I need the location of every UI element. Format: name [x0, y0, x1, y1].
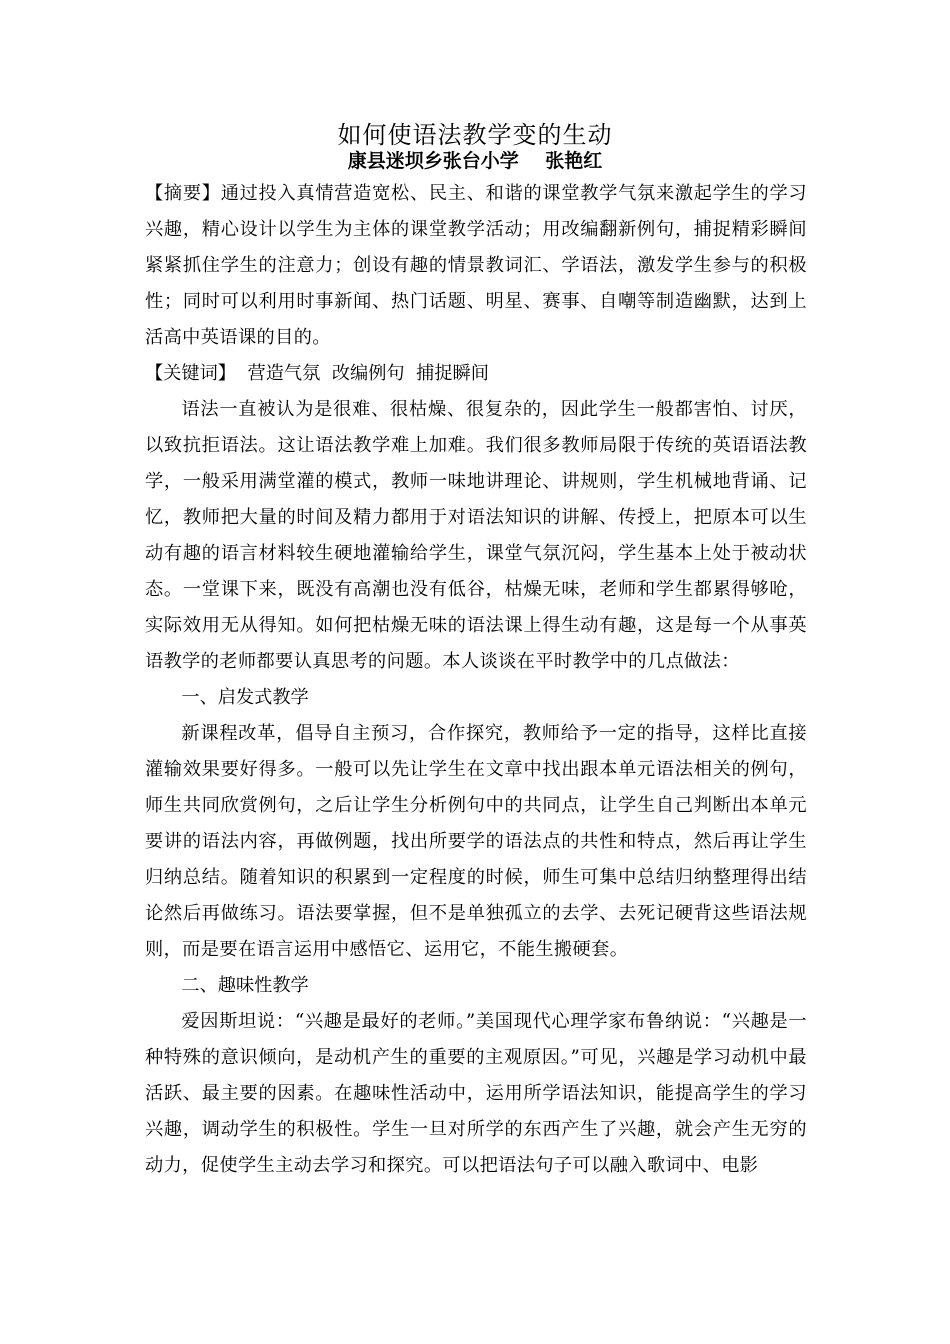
abstract-label: 【摘要】: [145, 183, 221, 204]
keywords-label: 【关键词】: [145, 363, 236, 384]
abstract-text: 通过投入真情营造宽松、民主、和谐的课堂教学气氛来激起学生的学习兴趣，精心设计以学生为主体的课堂教学活动；用改编翻新例句，捕捉精彩瞬间紧紧抓住学生的注意力；创设有趣的情景教词汇、学语法，激发学生参与的积极性；同时可以利用时事新闻、热门话题、明星、赛事、自嘲等制造幽默，达到上活高中英语课的目的。: [145, 183, 807, 348]
section-heading-1: 一、启发式教学: [181, 687, 309, 708]
document-title: 如何使语法教学变的生动: [337, 121, 613, 149]
abstract-paragraph: [145, 176, 807, 356]
section-paragraph-2: 爱因斯坦说：“兴趣是最好的老师。”美国现代心理学家布鲁纳说：“兴趣是一种特殊的意识倾向，是动机产生的重要的主观原因。”可见，兴趣是学习动机中最活跃、最主要的因素。在趣味性活动中，运用所学语法知识，能提高学生的学习兴趣，调动学生的积极性。学生一旦对所学的东西产生了兴趣，就会产生无穷的动力，促使学生主动去学习和探究。可以把语法句子可以融入歌词中、电影: [145, 1011, 807, 1176]
document-body: [145, 176, 807, 1184]
author-line: 康县迷坝乡张台小学 张艳红: [347, 150, 603, 172]
intro-paragraph: 语法一直被认为是很难、很枯燥、很复杂的，因此学生一般都害怕、讨厌，以致抗拒语法。这让语法教学难上加难。我们很多教师局限于传统的英语语法教学，一般采用满堂灌的模式，教师一味地讲理论、讲规则，学生机械地背诵、记忆，教师把大量的时间及精力都用于对语法知识的讲解、传授上，把原本可以生动有趣的语言材料较生硬地灌输给学生，课堂气氛沉闷，学生基本上处于被动状态。一堂课下来，既没有高潮也没有低谷，枯燥无味，老师和学生都累得够呛，实际效用无从得知。如何把枯燥无味的语法课上得生动有趣，这是每一个从事英语教学的老师都要认真思考的问题。本人谈谈在平时教学中的几点做法：: [145, 399, 807, 672]
keywords-text: 营造气氛 改编例句 捕捉瞬间: [235, 363, 489, 384]
keywords-line: [145, 356, 807, 392]
section-paragraph-1: 新课程改革，倡导自主预习，合作探究，教师给予一定的指导，这样比直接灌输效果要好得多。一般可以先让学生在文章中找出跟本单元语法相关的例句，师生共同欣赏例句，之后让学生分析例句中的共同点，让学生自己判断出本单元要讲的语法内容，再做例题，找出所要学的语法点的共性和特点，然后再让学生归纳总结。随着知识的积累到一定程度的时候，师生可集中总结归纳整理得出结论然后再做练习。语法要掌握，但不是单独孤立的去学、去死记硬背这些语法规则，而是要在语言运用中感悟它、运用它，不能生搬硬套。: [145, 723, 807, 960]
section-heading-2: 二、趣味性教学: [181, 975, 309, 996]
